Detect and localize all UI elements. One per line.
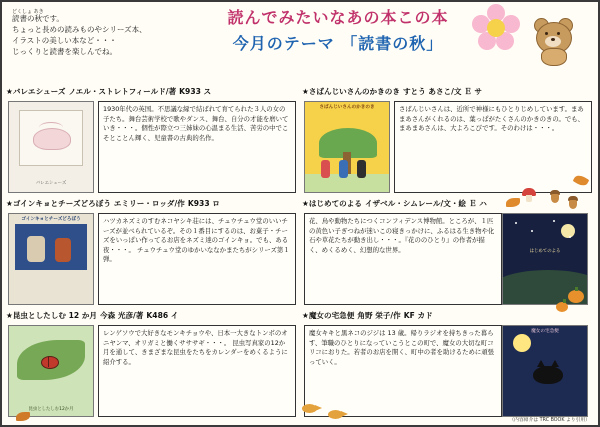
intro-text <box>12 10 172 58</box>
book-author: 今森 光彦/著 <box>100 311 144 320</box>
book-author: すとう あさこ/文 Ｅ サ <box>402 87 482 96</box>
book-title: 昆虫としたしむ 12 か月 <box>12 311 98 320</box>
book-entry-insects-12months[interactable] <box>6 310 298 422</box>
book-grid <box>6 86 594 422</box>
book-cover-image <box>304 101 390 193</box>
intro-line-3: イラストの美しい本など・・・ <box>12 35 117 45</box>
cover-caption: バレエシューズ <box>35 181 67 186</box>
intro-line-1: 読書の秋です。 <box>12 14 64 23</box>
book-title: さばんじいさんのかきのき <box>308 87 400 96</box>
page-header <box>2 2 598 82</box>
book-author: ノエル・ストレトフィールド/著 <box>68 87 177 96</box>
book-title-line <box>6 310 298 321</box>
book-title: はじめてのよる <box>308 199 362 208</box>
book-title-line <box>302 86 594 97</box>
book-entry-grandpa-persimmon[interactable] <box>302 86 594 198</box>
book-row <box>6 198 594 310</box>
book-blurb: 1930年代の英国。不思議な縁で結ばれて育てられた３人の女の子たち。舞台芸術学校で歌やダンス、舞台、自分の才能を磨いていき・・・。個性が際立つ三姉妹の心温まる生活、苦労の中でこそとことん輝く、児童書の古典的名作。 <box>98 101 296 193</box>
book-title-line <box>6 86 298 97</box>
flower-icon <box>472 4 520 52</box>
book-call-number: K933 ロ <box>187 199 220 208</box>
book-blurb: 魔女キキと黒ネコのジジは 13 歳。帰りラジオを持ちきった暮らす、筆職のひとりになっていこうとこの町で、魔女の大切な町コリコにおりた。若者のお店を開く、町中の者を助けるために頑張っていく。 <box>304 325 502 417</box>
book-row <box>6 86 594 198</box>
star-icon: ★ <box>302 199 309 208</box>
cover-caption: 昆虫としたしむ12か月 <box>28 407 74 412</box>
book-blurb: 花、鳥や動物たちにつくコンフィデンス博物館。ところが、１匹の黄色い子ぎつねが迷いこの寝きっかけに、ふるはる生き物や化石や草花たちが動き出し・・・。『花ののひとり』の作者が描く、めくるめく、幻想的な世界。 <box>304 213 502 305</box>
star-icon: ★ <box>6 311 13 320</box>
book-blurb: ハツカネズミのすむネコヤシキ荘には、チュウチュウ堂のいいチーズが並べられているぞ。その１番目にするのは、お菓子・チーズをいっぱい作ってるお店をネズミ達のゴインキョ。でも、ある夜・・・。 チュウチュウ堂のゆかいななかまたちがシリーズ第１弾。 <box>98 213 296 305</box>
title-line-2: 今月のテーマ 「読書の秋」 <box>232 33 444 53</box>
book-blurb: さばんじいさんは、近所で神様にもひとりじめしています。まあまあさんがくれるのは、葉っぱがたくさんのかきのきの。でも、まあまあさんは、大よろこびです。そのわけは・・・。 <box>394 101 592 193</box>
cover-caption: はじめてのよる <box>529 249 561 254</box>
book-author: 角野 栄子/作 <box>357 311 401 320</box>
book-cover-image <box>8 101 94 193</box>
book-entry-witch-delivery[interactable] <box>302 310 594 422</box>
book-author: イザベル・シムレール/文・絵 <box>364 199 467 208</box>
book-row <box>6 310 594 422</box>
page-title <box>188 8 488 55</box>
intro-line-4: じっくりと読書を楽しんでね。 <box>12 46 117 56</box>
book-entry-ballet-shoes[interactable] <box>6 86 298 198</box>
book-title: バレエシューズ <box>12 87 66 96</box>
cover-caption: 魔女の宅急便 <box>531 329 559 334</box>
book-entry-bat-first-night[interactable] <box>302 198 594 310</box>
book-call-number: KF カド <box>403 311 433 320</box>
intro-ruby: どくしょ あき <box>12 9 44 15</box>
bear-icon <box>528 16 580 66</box>
book-call-number: K933 ス <box>179 87 212 96</box>
title-line-1: 読んでみたいなあの本この本 <box>227 8 449 27</box>
book-cover-image <box>8 213 94 305</box>
book-entry-goinkyo-cheese-thief[interactable] <box>6 198 298 310</box>
book-title-line <box>302 310 594 321</box>
book-cover-image <box>8 325 94 417</box>
book-author: エミリー・ロッダ/作 <box>113 199 185 208</box>
star-icon: ★ <box>6 199 13 208</box>
book-cover-image <box>502 213 588 305</box>
star-icon: ★ <box>6 87 13 96</box>
book-title: ゴインキョとチーズどろぼう <box>12 199 111 208</box>
star-icon: ★ <box>302 311 309 320</box>
book-title: 魔女の宅急便 <box>308 311 355 320</box>
book-call-number: Ｅ ハ <box>469 199 487 208</box>
star-icon: ★ <box>302 87 309 96</box>
book-title-line <box>6 198 298 209</box>
source-note: （内容紹介は TRC BOOK より引用） <box>509 418 590 423</box>
book-cover-image <box>502 325 588 417</box>
cover-caption: さばんじいさんのかきのき <box>319 105 375 110</box>
book-blurb: レンゲソウで大好きなモンキチョウや、日本一大きなトンボのオニヤンマ、オリガミと働くサササギ・・・。 昆虫写真家の12か月を通して、きまざまな昆虫をたちをカレンダーをめくるように紹介する。 <box>98 325 296 417</box>
book-call-number: K486 イ <box>146 311 179 320</box>
cover-caption: ゴインキョとチーズどろぼう <box>21 217 81 222</box>
book-title-line <box>302 198 594 209</box>
intro-line-2: ちょっと長めの読みものやシリーズ本、 <box>12 24 147 34</box>
